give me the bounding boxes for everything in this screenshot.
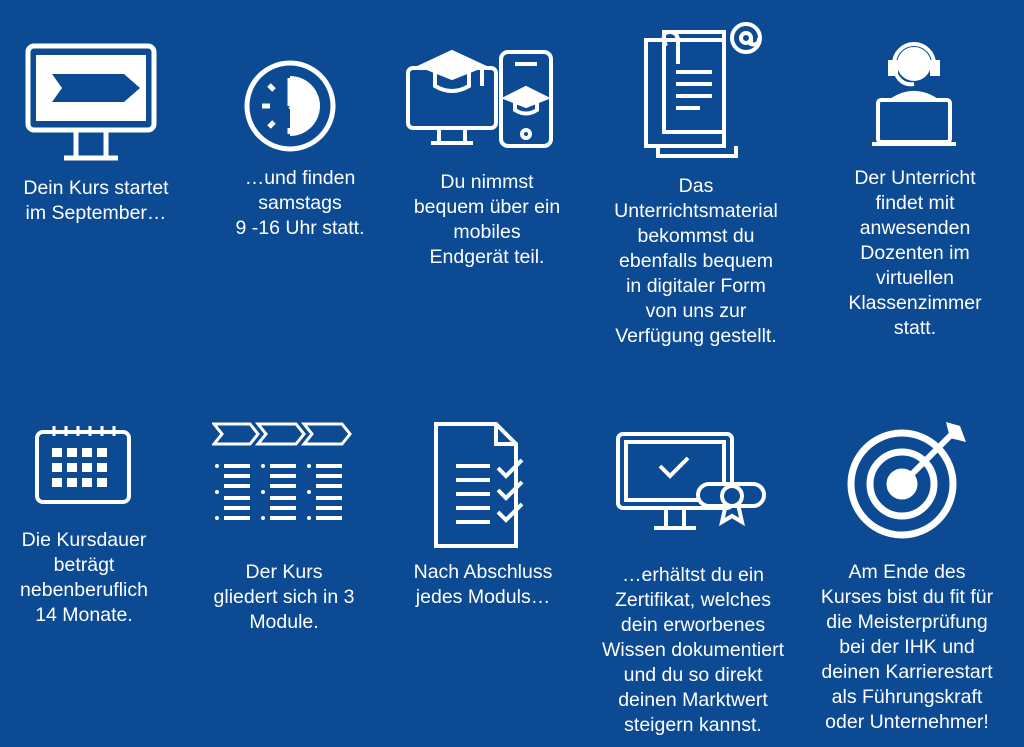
tile-caption: Die Kursdauer beträgt nebenberuflich 14 Monate. <box>20 529 148 626</box>
clock-icon <box>242 58 338 154</box>
checklist-document-icon <box>432 420 542 550</box>
tile-caption: Das Unterrichtsmaterial bekommst du ebenfalls bequem in digitaler Form von uns zur Verfügung gestellt. <box>614 175 778 347</box>
target-arrow-icon <box>846 418 970 542</box>
documents-email-icon <box>636 12 776 162</box>
three-modules-icon <box>212 420 352 530</box>
tile-caption: Der Unterricht findet mit anwesenden Dozenten im virtuellen Klassenzimmer statt. <box>848 167 982 339</box>
devices-graduation-cap-icon <box>405 42 565 148</box>
certificate-monitor-icon <box>614 430 770 536</box>
teacher-headset-laptop-icon <box>872 40 956 150</box>
monitor-arrow-icon <box>24 42 160 166</box>
calendar-icon <box>34 424 132 506</box>
tile-caption: Dein Kurs startet im September… <box>23 177 169 224</box>
tile-caption: Der Kurs gliedert sich in 3 Module. <box>213 561 355 633</box>
tile-caption: Nach Abschluss jedes Moduls… <box>413 561 553 608</box>
tile-caption: …erhältst du ein Zertifikat, welches dein erworbenes Wissen dokumentiert und du so direkt deinen Marktwert steigern kannst. <box>601 564 785 736</box>
tile-caption: Du nimmst bequem über ein mobiles Endgerät teil. <box>413 171 561 268</box>
tile-caption: Am Ende des Kurses bist du fit für die Meisterprüfung bei der IHK und deinen Karrierestart als Führungskraft oder Unternehmer! <box>820 561 994 733</box>
tile-caption: …und finden samstags 9 -16 Uhr statt. <box>235 167 365 239</box>
